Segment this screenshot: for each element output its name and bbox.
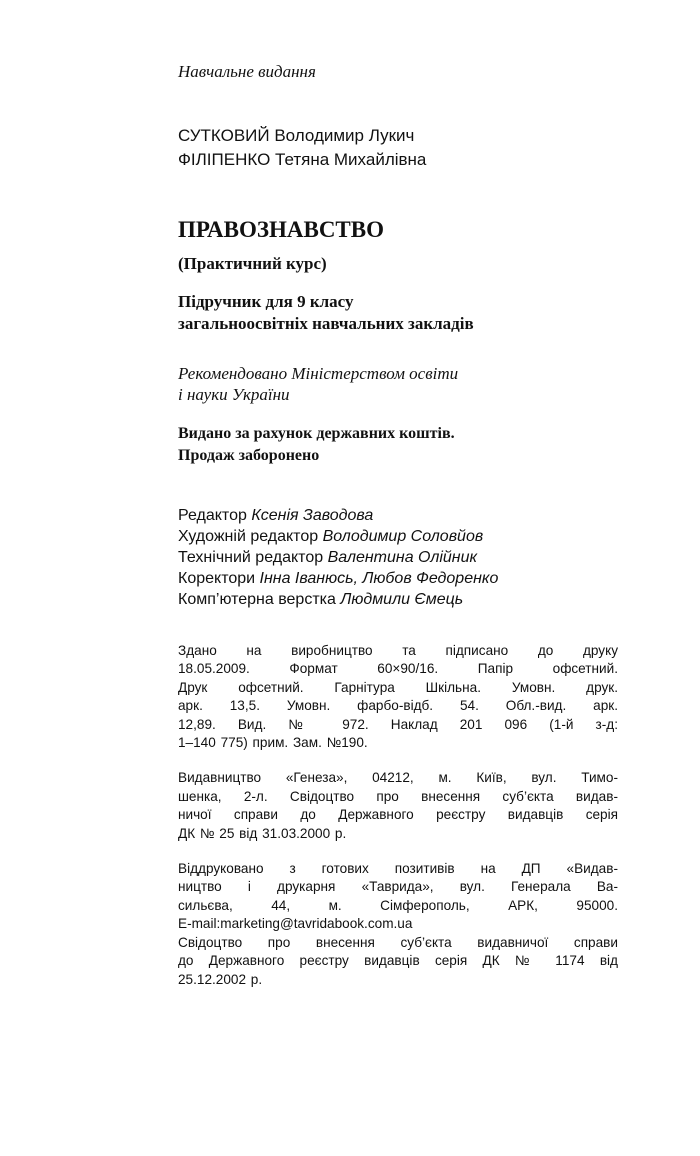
imprint-page	[178, 62, 618, 1006]
funding-line-1: Видано за рахунок державних коштів.	[178, 425, 455, 442]
staff-role: Комп’ютерна верстка	[178, 591, 336, 608]
production-line: Друк офсетний. Гарнітура Шкільна. Умовн. друк.	[178, 679, 618, 695]
staff-role: Художній редактор	[178, 528, 319, 545]
production-line: 1–140 775) прим. Зам. №190.	[178, 735, 368, 751]
publisher-line: Видавництво «Генеза», 04212, м. Київ, вул. Тимо-	[178, 770, 618, 786]
staff-name: Інна Іванюсь, Любов Федоренко	[259, 570, 499, 587]
staff-name: Володимир Соловйов	[322, 528, 484, 545]
recommendation-line-1: Рекомендовано Міністерством освіти	[178, 364, 459, 383]
publisher-line: шенка, 2-л. Свідоцтво про внесення суб’єкта видав-	[178, 788, 618, 804]
book-subtitle: (Практичний курс)	[178, 254, 327, 273]
production-line: 18.05.2009. Формат 60×90/16. Папір офсетний.	[178, 661, 618, 677]
production-line: арк. 13,5. Умовн. фарбо-відб. 54. Обл.-вид. арк.	[178, 698, 618, 714]
publisher-line: ДК № 25 від 31.03.2000 р.	[178, 825, 347, 841]
staff-row-tech-editor	[178, 547, 618, 568]
author-2: ФІЛІПЕНКО Тетяна Михайлівна	[178, 150, 427, 169]
printer-line: сильєва, 44, м. Сімферополь, АРК, 95000.	[178, 897, 618, 913]
printer-line: Свідоцтво про внесення суб’єкта видавничої справи	[178, 934, 618, 950]
textbook-line-1: Підручник для 9 класу	[178, 292, 354, 311]
publisher-details	[178, 769, 618, 843]
staff-role: Коректори	[178, 570, 256, 587]
staff-name: Ксенія Заводова	[251, 507, 374, 524]
staff-role: Технічний редактор	[178, 549, 324, 566]
author-1: СУТКОВИЙ Володимир Лукич	[178, 126, 415, 145]
funding-notice	[178, 423, 618, 467]
printer-email[interactable]: E-mail:marketing@tavridabook.com.ua	[178, 916, 413, 932]
authors	[178, 124, 618, 172]
production-line: Здано на виробництво та підписано до друку	[178, 643, 618, 658]
staff-row-editor	[178, 505, 618, 526]
staff-name: Валентина Олійник	[327, 549, 478, 566]
staff-row-proofreaders	[178, 568, 618, 589]
staff-name: Людмили Ємець	[340, 591, 464, 608]
staff-credits	[178, 505, 618, 610]
staff-row-layout	[178, 589, 618, 610]
staff-role: Редактор	[178, 507, 247, 524]
printer-line: Віддруковано з готових позитивів на ДП «Видав-	[178, 861, 618, 877]
printer-line: 25.12.2002 р.	[178, 971, 263, 987]
edition-type: Навчальне видання	[178, 62, 316, 81]
book-title: ПРАВОЗНАВСТВО	[178, 217, 385, 242]
textbook-line-2: загальноосвітніх навчальних закладів	[178, 314, 474, 333]
staff-row-art-editor	[178, 526, 618, 547]
printer-details	[178, 860, 618, 989]
recommendation-line-2: і науки України	[178, 385, 290, 404]
production-line: 12,89. Вид. № 972. Наклад 201 096 (1-й з-д:	[178, 716, 618, 732]
funding-line-2: Продаж заборонено	[178, 447, 320, 464]
publisher-line: ничої справи до Державного реєстру видавців серія	[178, 807, 618, 823]
recommendation	[178, 363, 618, 405]
textbook-description	[178, 291, 618, 335]
printer-line: до Державного реєстру видавців серія ДК № 1174 від	[178, 953, 618, 969]
production-details	[178, 642, 618, 752]
printer-line: ництво і друкарня «Таврида», вул. Генерала Ва-	[178, 879, 618, 895]
